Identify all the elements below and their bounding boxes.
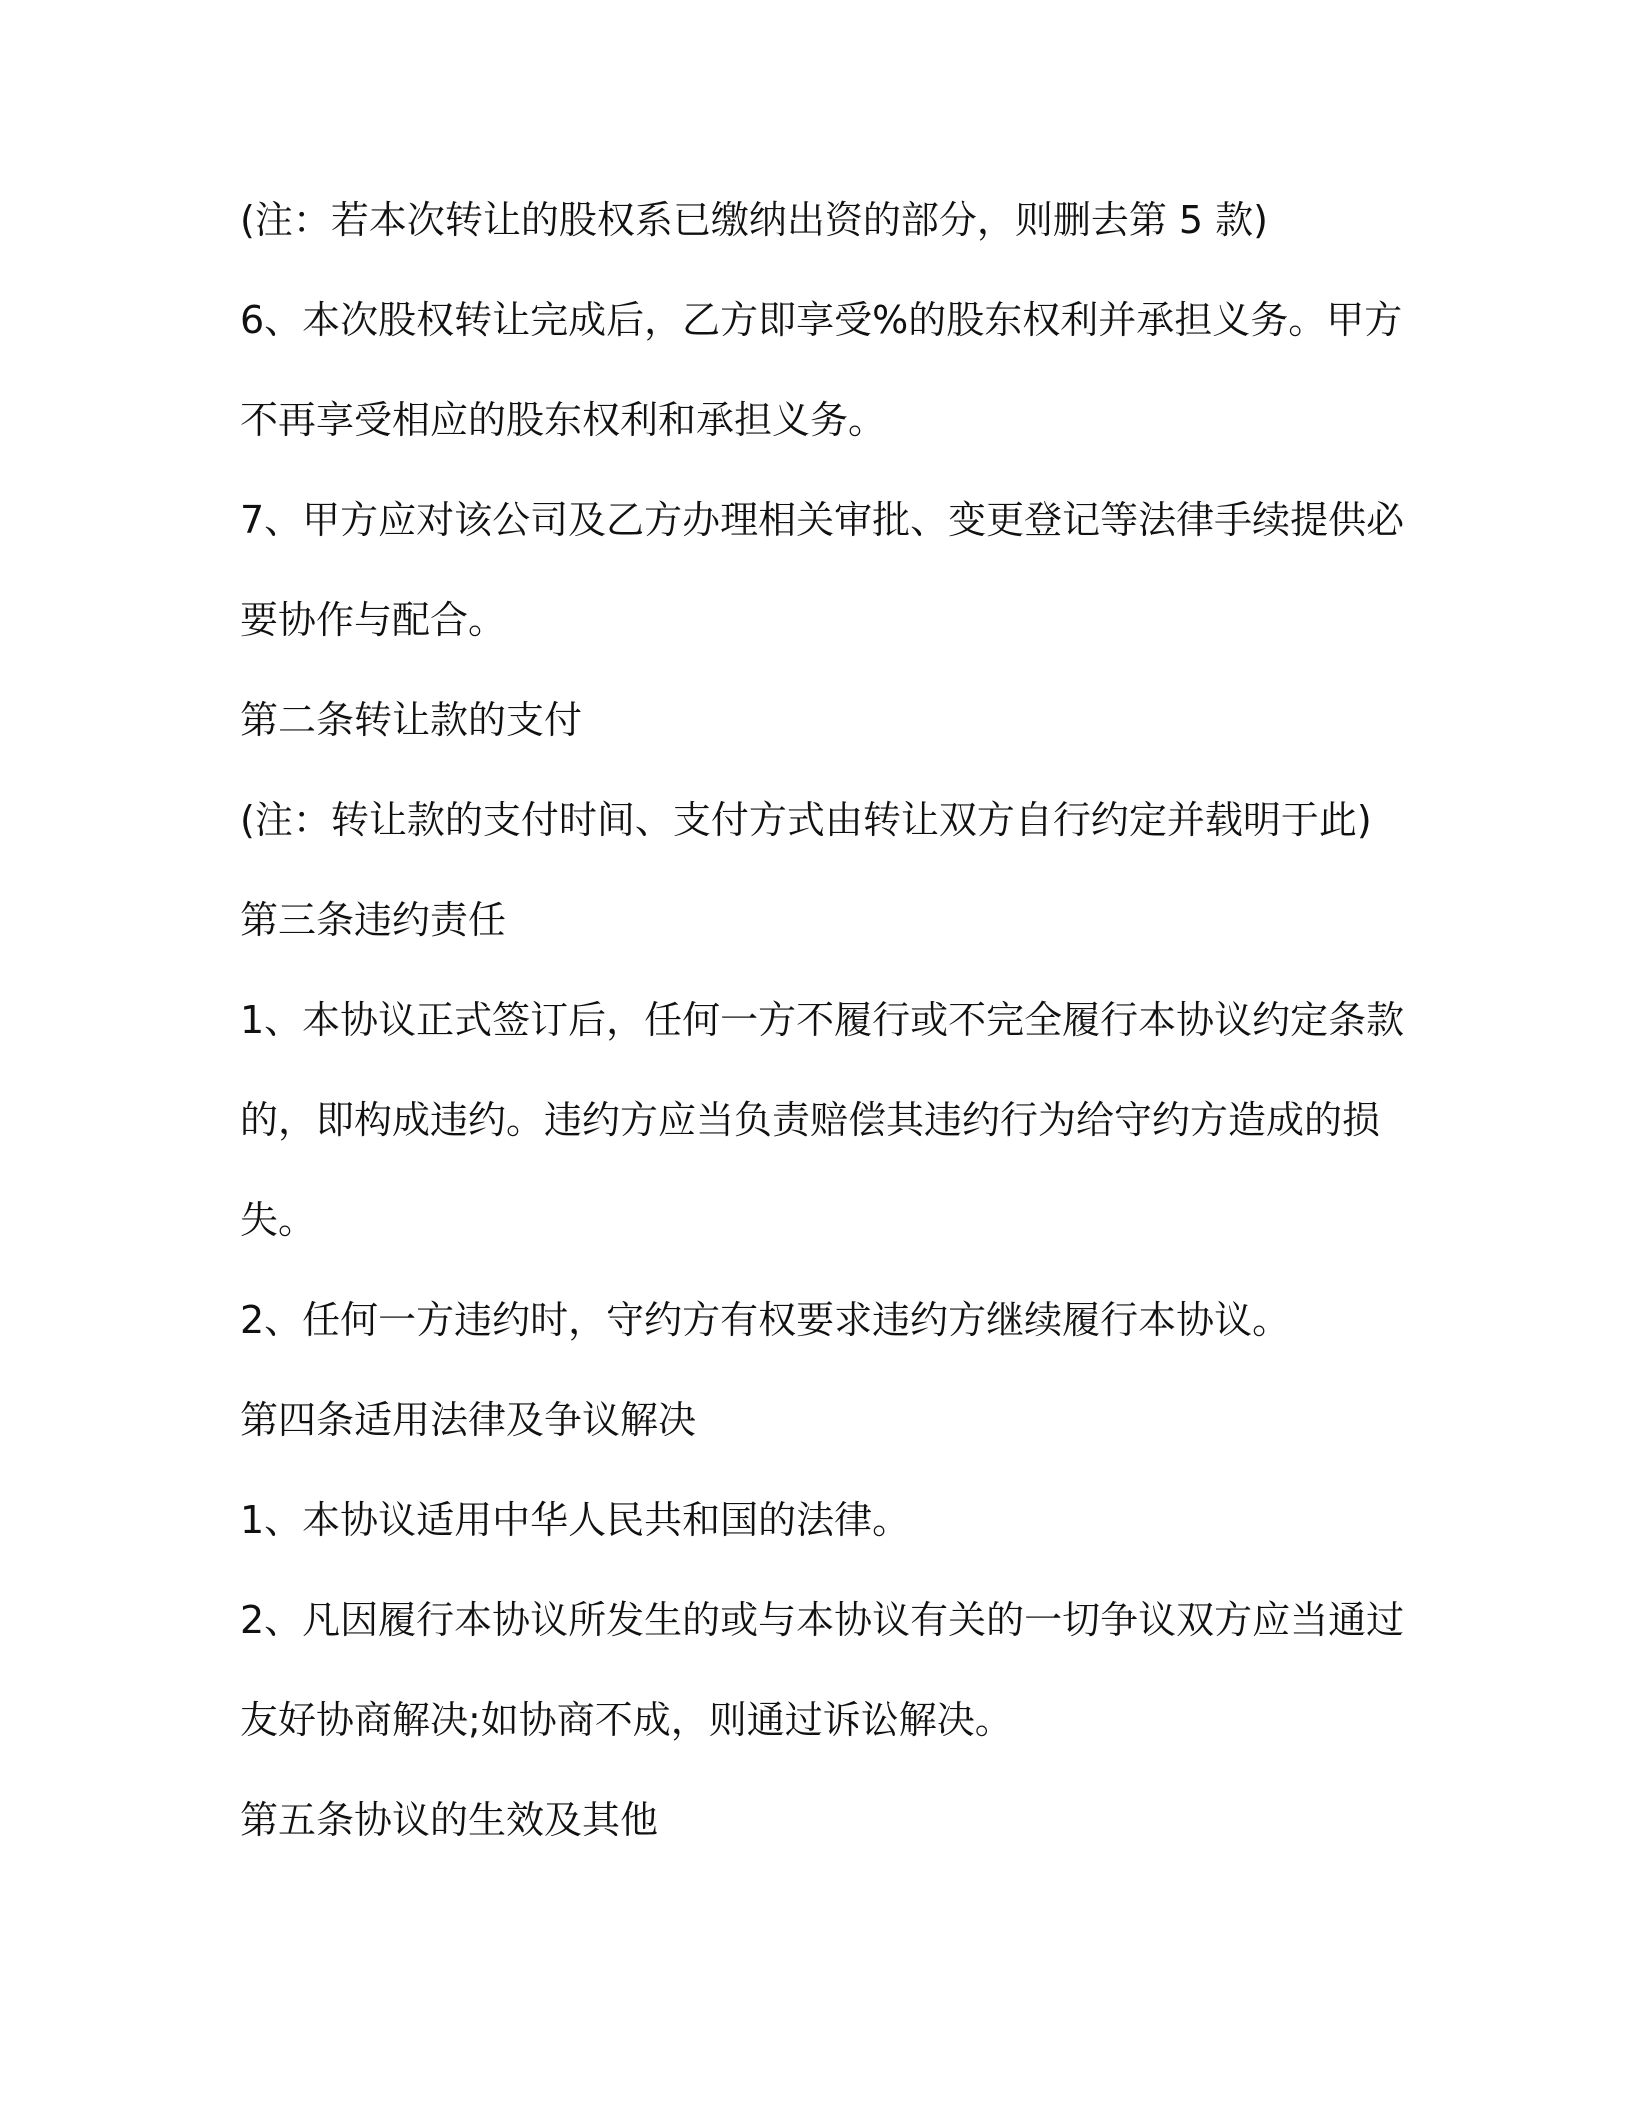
article-3-heading: 第三条违约责任 [240, 898, 507, 942]
article-3-clause-1-line-1: 1、本协议正式签订后，任何一方不履行或不完全履行本协议约定条款 [240, 998, 1405, 1042]
clause-6-line-2: 不再享受相应的股东权利和承担义务。 [240, 398, 887, 442]
article-2-heading: 第二条转让款的支付 [240, 698, 583, 742]
clause-7-line-1: 7、甲方应对该公司及乙方办理相关审批、变更登记等法律手续提供必 [240, 498, 1405, 542]
note-paragraph-5-deletion: (注：若本次转让的股权系已缴纳出资的部分，则删去第 5 款) [240, 198, 1268, 242]
article-4-clause-2-line-2: 友好协商解决;如协商不成，则通过诉讼解决。 [240, 1698, 1013, 1742]
clause-7-line-2: 要协作与配合。 [240, 598, 507, 642]
article-5-heading: 第五条协议的生效及其他 [240, 1798, 659, 1842]
article-3-clause-1-line-2: 的，即构成违约。违约方应当负责赔偿其违约行为给守约方造成的损 [240, 1098, 1381, 1142]
article-2-note: (注：转让款的支付时间、支付方式由转让双方自行约定并载明于此) [240, 798, 1372, 842]
article-3-clause-1-line-3: 失。 [240, 1198, 317, 1242]
article-4-heading: 第四条适用法律及争议解决 [240, 1398, 697, 1442]
article-4-clause-2-line-1: 2、凡因履行本协议所发生的或与本协议有关的一切争议双方应当通过 [240, 1598, 1405, 1642]
clause-6-line-1: 6、本次股权转让完成后，乙方即享受%的股东权利并承担义务。甲方 [240, 298, 1403, 342]
article-3-clause-2: 2、任何一方违约时，守约方有权要求违约方继续履行本协议。 [240, 1298, 1291, 1342]
article-4-clause-1: 1、本协议适用中华人民共和国的法律。 [240, 1498, 911, 1542]
